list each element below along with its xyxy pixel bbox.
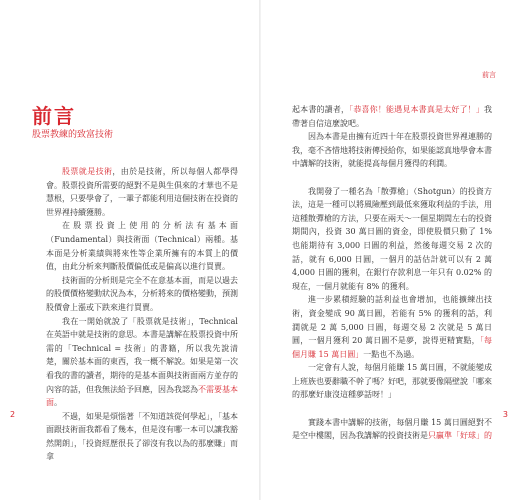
highlight-text: 「恭喜你！能遇見本書真是太好了！」 — [349, 105, 485, 114]
paragraph-text: 我帶著自信這麼說吧。 — [292, 105, 493, 128]
paragraph-text: 一點也不為過。 — [363, 349, 420, 359]
paragraph — [46, 315, 238, 410]
paragraph — [292, 416, 492, 443]
highlight-text: 股票就是技術 — [62, 167, 113, 176]
paragraph-text: 。 — [54, 398, 62, 408]
paragraph-text: 我在一開始就說了「股票就是技術」，Technical 在英語中就是技術的意思。本書是講解在股票投資中所需的「Technical = 技術」的書籍，所以我先說清楚，關於基本面的東西，我一概不解說。如果是第一次看我的書的讀者，期待的是基本面與技術面兩方並存的內容的話，但我無法給予回應，因為我認為 — [46, 316, 238, 394]
paragraph — [292, 103, 492, 130]
chapter-subtitle: 股票教練的致富技術 — [32, 130, 114, 140]
running-header: 前言 — [482, 71, 496, 79]
paragraph: 不過，如果是煩惱著「不知道該從何學起」，「基本面跟技術面我都看了幾本，但是沒有哪一本可以讓我豁然開朗」，「投資經歷很長了卻沒有我以為的那麼賺」而拿 — [46, 411, 238, 462]
left-page — [0, 0, 258, 500]
paragraph: 技術面的分析則是完全不在意基本面，而是以過去的股價價格變動狀況為本，分析將來的價格變動，預測股價會上漲或下跌來進行買賣。 — [46, 275, 238, 312]
highlight-text: 只贏準「好球」的 — [428, 431, 492, 441]
paragraph: 一定會有人說，每個月能賺 15 萬日圓，不就能變成上班族也要辭職不幹了嗎？好吧，那就要像隔壁說「哪來的那麼好康沒這種夢話呀！」 — [292, 363, 492, 400]
right-body-text — [292, 103, 492, 443]
left-body-text — [46, 165, 238, 464]
paragraph: 在股票投資上使用的分析法有基本面（Fundamental）與技術面（Technical）兩種。基本面是分析業績與將來性等企業所擁有的本質上的價值，由此分析來判斷股價偏低或是偏高以進行買賣。 — [46, 221, 238, 272]
paragraph — [46, 165, 238, 219]
page-number: 3 — [502, 410, 508, 419]
highlight-text: 不需要基本面 — [46, 384, 238, 408]
paragraph: 我開發了一種名為「散彈槍」（Shotgun）的投資方法，這是一種可以將風險壓到最低來獲取利益的手法，用這種散彈槍的方法，只要在兩天～一個星期間左右的投資期間內，投資 30 萬日圓的資金，即使股價只動了 1% 也能期待有 3,000 日圓的利益，然後每週交易 2 次的話，就有 6,000 日圓，一個月的話估計就可以有 2 萬 4,000 日圓的獲利，在銀行存款利息一年只有 0.02% 的現在，一個月就能有 8% 的獲利。 — [292, 186, 492, 291]
paragraph-text: ，由於是技術，所以每個人都學得會。股票投資所需要的絕對不是與生俱來的才華也不是慧根，只要學會了，一輩子都能利用這個技術在投資的世界裡持續獲勝。 — [46, 167, 239, 217]
paragraph-text: 實踐本書中講解的技術，每個月賺 15 萬日圓絕對不是空中樓閣，因為我講解的投資技術是 — [292, 417, 492, 441]
paragraph: 因為本書是由擁有近四十年在股票投資世界裡連勝的我，毫不吝惜地將技術傳授給你，如果能認真地學會本書中講解的技術，就能提高每個月獲得的利潤。 — [292, 132, 492, 169]
paragraph — [292, 293, 492, 361]
book-gutter — [259, 0, 261, 500]
paragraph-text: 起本書的讀者， — [292, 105, 350, 114]
chapter-title: 前言 — [32, 104, 76, 128]
right-page — [262, 0, 520, 500]
highlight-text: 「每個月賺 15 萬日圓」 — [292, 336, 493, 359]
page-number: 2 — [10, 410, 16, 419]
paragraph-text: 進一步累積經驗的話利益也會增加，也能擴練出技術，資金變成 90 萬日圓，若能有 5% 的獲利的話，利潤就是 2 萬 5,000 日圓，每週交易 2 次就是 5 萬日圓，一個月獲利 20 萬日圓不是夢，說得更精實點， — [292, 295, 492, 346]
